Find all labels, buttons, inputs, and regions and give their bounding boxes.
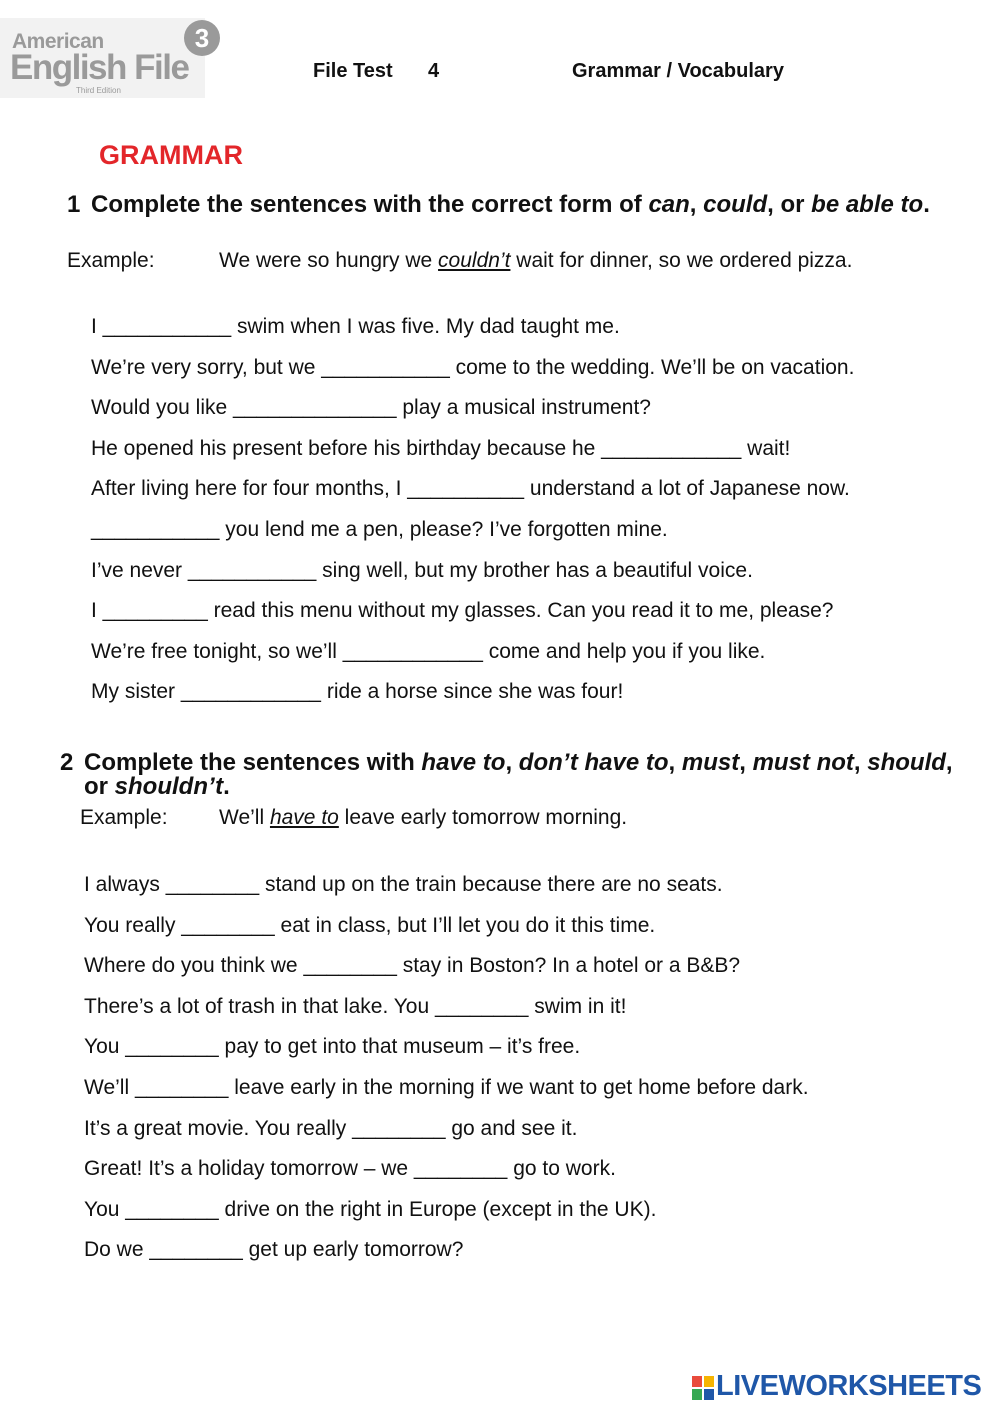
question-text: We’ll ________ leave early in the morning if we want to get home before dark. — [84, 1076, 809, 1099]
american-english-file-logo — [0, 18, 210, 98]
example-label: Example: — [67, 249, 155, 272]
logo-line-2: English File — [10, 48, 189, 87]
example-after: leave early tomorrow morning. — [338, 806, 628, 829]
example-sentence — [219, 249, 852, 273]
logo-square — [692, 1389, 702, 1400]
logo-square — [692, 1376, 702, 1387]
instruction-keyword: don’t have to — [518, 749, 669, 776]
question-text: I ___________ swim when I was five. My dad taught me. — [91, 315, 620, 338]
question-text: My sister ____________ ride a horse since she was four! — [91, 680, 624, 704]
question-text: I’ve never ___________ sing well, but my brother has a beautiful voice. — [91, 558, 753, 582]
example-after: wait for dinner, so we ordered pizza. — [510, 249, 853, 272]
question-text: It’s a great movie. You really ________ go and see it. — [84, 1116, 578, 1140]
task-1-instruction — [67, 193, 967, 253]
instruction-text: , — [505, 749, 519, 776]
example-answer: have to — [269, 806, 339, 829]
instruction-text: , — [689, 191, 704, 218]
question-text: You ________ pay to get into that museum – it’s free. — [84, 1035, 581, 1059]
logo-square — [704, 1389, 714, 1400]
question-text: We’re free tonight, so we’ll ____________ come and help you if you like. — [91, 639, 766, 663]
question-text: You ________ drive on the right in Europe (except in the UK). — [84, 1197, 657, 1221]
instruction-keyword: should — [867, 749, 946, 776]
instruction-keyword: be able to — [811, 191, 924, 218]
question-text: You really ________ eat in class, but I’ll let you do it this time. — [84, 913, 656, 937]
task-2-text — [84, 751, 970, 799]
instruction-text: . — [223, 773, 230, 800]
question-text: Where do you think we ________ stay in Boston? In a hotel or a B&B? — [84, 954, 741, 978]
task-1-text — [91, 193, 930, 217]
instruction-text: Complete the sentences with the correct form of — [91, 191, 649, 218]
example-sentence — [219, 806, 627, 830]
question-text: After living here for four months, I __________ understand a lot of Japanese now. — [91, 477, 850, 501]
question-text: He opened his present before his birthday because he ____________ wait! — [91, 436, 791, 460]
task-2-number: 2 — [60, 749, 74, 776]
instruction-text: , or — [84, 749, 953, 800]
instruction-keyword: can — [648, 191, 690, 218]
instruction-text: Complete the sentences with — [84, 749, 422, 776]
task-1-number: 1 — [67, 191, 81, 218]
question-text: There’s a lot of trash in that lake. You ________ swim in it! — [84, 994, 627, 1018]
question-text: I always ________ stand up on the train because there are no seats. — [84, 873, 723, 896]
instruction-text: , — [853, 749, 868, 776]
logo-badge: 3 — [184, 20, 220, 56]
file-test-number: 4 — [428, 60, 440, 82]
example-before: We were so hungry we — [219, 249, 439, 272]
instruction-keyword: have to — [421, 749, 506, 776]
question-text: I _________ read this menu without my glasses. Can you read it to me, please? — [91, 599, 834, 623]
example-before: We’ll — [219, 806, 270, 829]
liveworksheets-brand: LIVEWORKSHEETS — [716, 1370, 982, 1402]
instruction-keyword: shouldn’t — [114, 773, 224, 800]
instruction-keyword: could — [703, 191, 768, 218]
question-text: Would you like ______________ play a musical instrument? — [91, 396, 651, 420]
instruction-keyword: must not — [752, 749, 854, 776]
logo-line-1: American — [12, 30, 104, 53]
file-test-label: File Test — [313, 60, 393, 82]
instruction-text: , or — [767, 191, 812, 218]
question-text: ___________ you lend me a pen, please? I’ve forgotten mine. — [91, 518, 668, 541]
instruction-keyword: must — [681, 749, 740, 776]
instruction-text: , — [739, 749, 753, 776]
section-title: GRAMMAR — [99, 140, 243, 170]
question-text: Do we ________ get up early tomorrow? — [84, 1238, 464, 1262]
question-text: Great! It’s a holiday tomorrow – we ________ go to work. — [84, 1157, 616, 1181]
logo-edition: Third Edition — [76, 86, 121, 95]
instruction-text: . — [923, 191, 930, 218]
question-text: We’re very sorry, but we ___________ come to the wedding. We’ll be on vacation. — [91, 355, 855, 379]
example-answer: couldn’t — [438, 249, 511, 272]
example-label: Example: — [80, 806, 168, 829]
logo-square — [704, 1376, 714, 1387]
task-2-instruction — [60, 751, 970, 811]
liveworksheets-footer — [692, 1370, 992, 1404]
liveworksheets-logo-icon — [692, 1376, 714, 1400]
header-right-title: Grammar / Vocabulary — [572, 60, 784, 82]
instruction-text: , — [668, 749, 682, 776]
